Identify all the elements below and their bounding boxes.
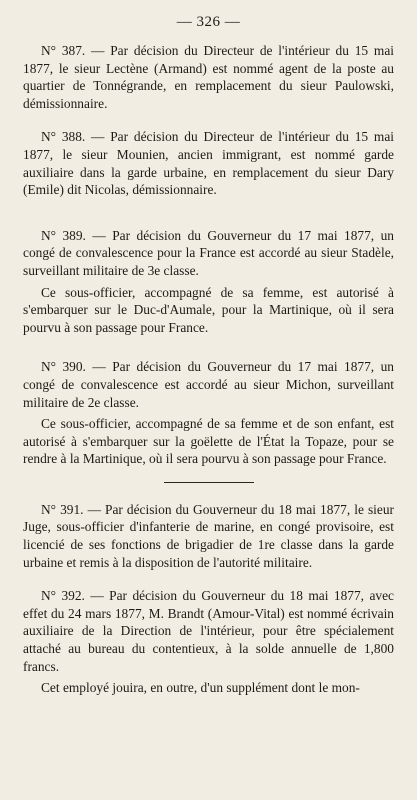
decision-391 [23, 501, 394, 571]
decision-392 [23, 587, 394, 697]
decision-388 [23, 128, 394, 198]
decision-387-text: N° 387. — Par décision du Directeur de l'intérieur du 15 mai 1877, le sieur Lectène (Armand) est nommé agent de la poste au quartier de Tonnégrande, en remplacement du sieur Paulowski, démissionnaire. [23, 43, 394, 111]
page-number: — 326 — [176, 14, 241, 30]
decision-389-text: N° 389. — Par décision du Gouverneur du 17 mai 1877, un congé de convalescence pour la France est accordé au sieur Stadèle, surveillant militaire de 3e classe. [23, 227, 394, 278]
decision-392-text: N° 392. — Par décision du Gouverneur du 18 mai 1877, avec effet du 24 mars 1877, M. Brandt (Amour-Vital) est nommé écrivain auxiliaire de la Direction de l'intérieur, pour être spécialement attaché au bureau du contentieux, à la solde annuelle de 1,800 francs. [23, 588, 394, 674]
decision-392-note: Cet employé jouira, en outre, d'un supplément dont le mon- [41, 680, 360, 696]
section-divider [164, 482, 254, 483]
decision-391-text: N° 391. — Par décision du Gouverneur du 18 mai 1877, le sieur Juge, sous-officier d'infanterie de marine, en congé provisoire, est licencié de ses fonctions de brigadier de 1re classe dans la garde urbaine et remis à la disposition de l'autorité militaire. [23, 501, 394, 570]
decision-390 [23, 358, 394, 468]
decision-390-text: N° 390. — Par décision du Gouverneur du 17 mai 1877, un congé de convalescence est accordé au sieur Michon, surveillant militaire de 2e classe. [23, 359, 394, 410]
decision-387 [23, 42, 394, 112]
decision-389 [23, 227, 394, 337]
decision-389-note: Ce sous-officier, accompagné de sa femme, est autorisé à s'embarquer sur le Duc-d'Aumale, pour la Martinique, où il sera pourvu à son passage pour France. [23, 284, 394, 335]
decision-390-note: Ce sous-officier, accompagné de sa femme et de son enfant, est autorisé à s'embarquer sur la goëlette de l'État la Topaze, pour se rendre à la Martinique, où il sera pourvu à son passage pour France. [23, 416, 394, 467]
decision-388-text: N° 388. — Par décision du Directeur de l'intérieur du 15 mai 1877, le sieur Mounien, ancien immigrant, est nommé garde auxiliaire dans la garde urbaine, en remplacement du sieur Dary (Emile) dit Nicolas, démissionnaire. [23, 129, 394, 198]
